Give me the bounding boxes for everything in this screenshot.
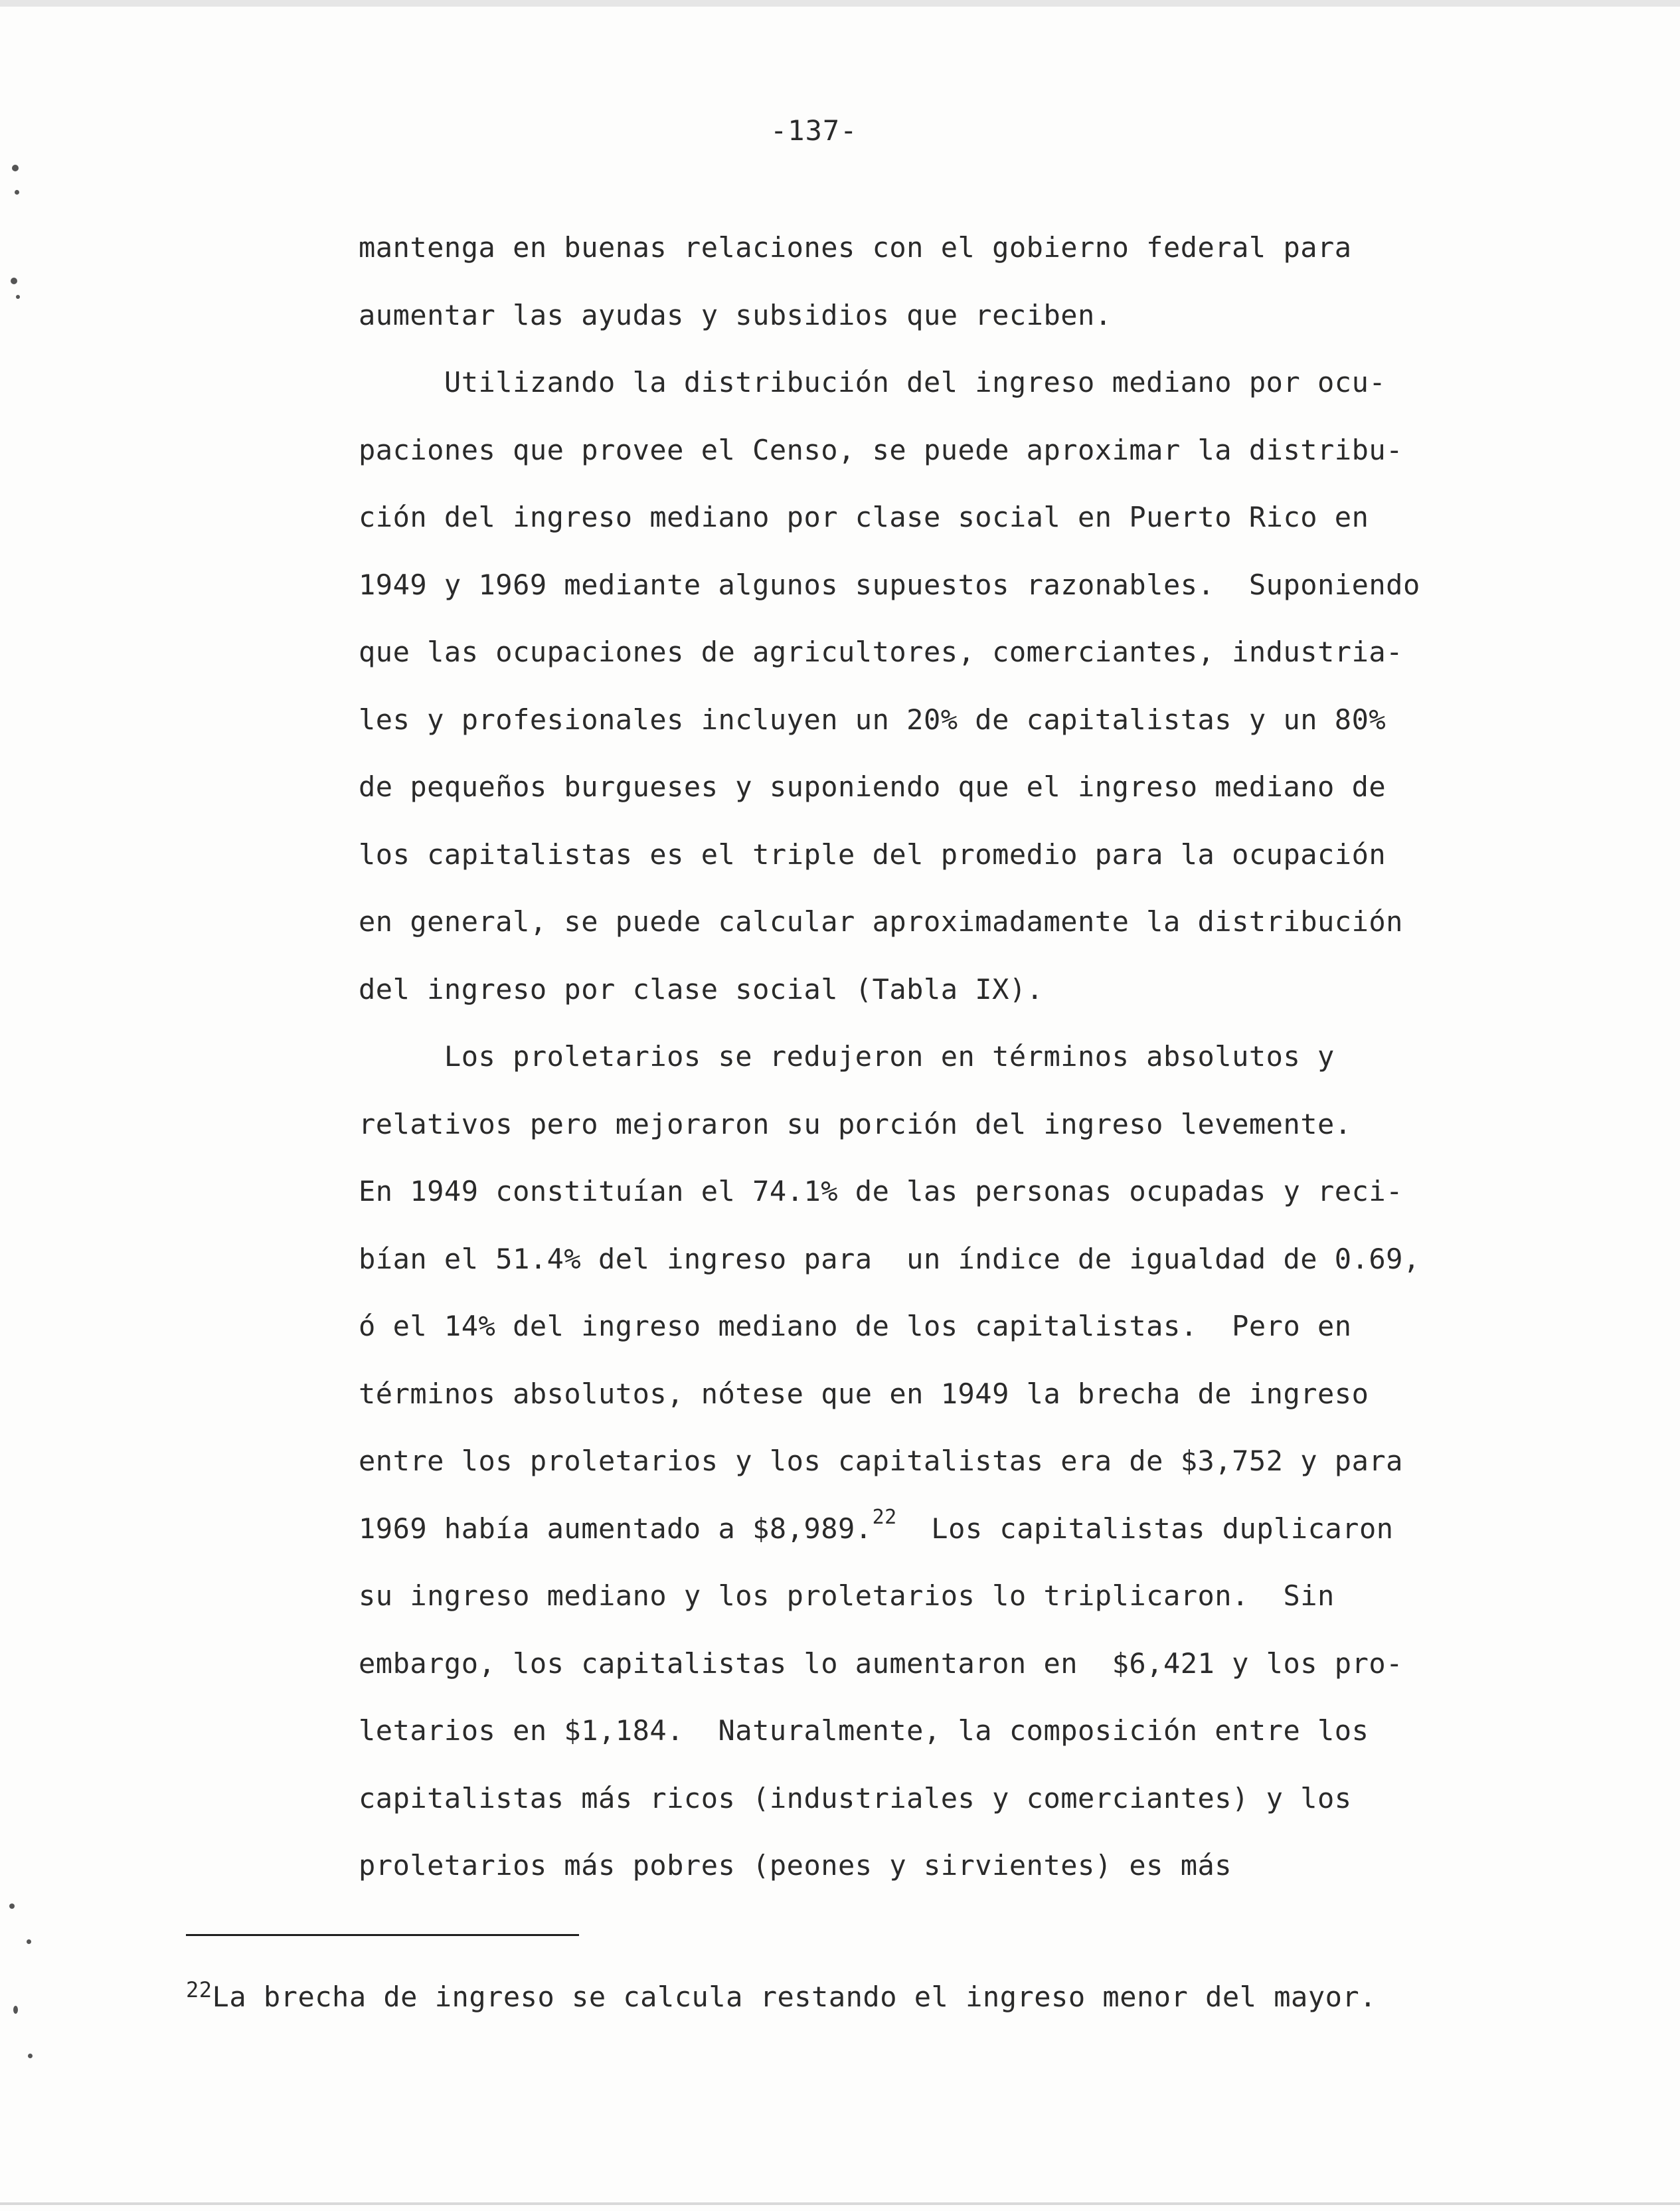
text-line: los capitalistas es el triple del promedio para la ocupación	[359, 838, 1386, 871]
text-line: proletarios más pobres (peones y sirvientes) es más	[359, 1849, 1232, 1882]
scan-speck	[9, 1903, 15, 1909]
text-line: Utilizando la distribución del ingreso mediano por ocu-	[359, 366, 1386, 398]
scan-bottom-edge	[0, 2202, 1680, 2205]
text-segment: Los capitalistas duplicaron	[896, 1512, 1394, 1545]
text-line: paciones que provee el Censo, se puede aproximar la distribu-	[359, 433, 1403, 466]
text-line: relativos pero mejoraron su porción del ingreso levemente.	[359, 1107, 1352, 1140]
text-line: embargo, los capitalistas lo aumentaron en $6,421 y los pro-	[359, 1646, 1403, 1680]
scan-speck	[13, 2006, 18, 2014]
scan-speck	[15, 190, 19, 195]
scan-speck	[12, 165, 19, 171]
scan-speck	[16, 295, 20, 299]
text-line: de pequeños burgueses y suponiendo que el ingreso mediano de	[359, 770, 1386, 803]
scan-top-edge	[0, 0, 1680, 7]
text-line: términos absolutos, nótese que en 1949 la brecha de ingreso	[359, 1377, 1369, 1410]
text-line-with-footnote	[359, 1495, 1514, 1563]
text-line: letarios en $1,184. Naturalmente, la composición entre los	[359, 1714, 1369, 1747]
text-line: en general, se puede calcular aproximadamente la distribución	[359, 905, 1403, 938]
footnote-number: 22	[186, 1977, 212, 2002]
scan-speck	[28, 2054, 33, 2058]
footnote-text: La brecha de ingreso se calcula restando el ingreso menor del mayor.	[212, 1981, 1377, 2013]
text-line: ó el 14% del ingreso mediano de los capitalistas. Pero en	[359, 1310, 1352, 1342]
footnote-divider	[186, 1934, 579, 1936]
text-line: entre los proletarios y los capitalistas era de $3,752 y para	[359, 1445, 1403, 1477]
scan-speck	[11, 278, 17, 284]
text-line: del ingreso por clase social (Tabla IX).	[359, 972, 1044, 1006]
text-line: Los proletarios se redujeron en términos absolutos y	[359, 1040, 1335, 1073]
text-line: que las ocupaciones de agricultores, comerciantes, industria-	[359, 636, 1403, 668]
text-line: bían el 51.4% del ingreso para un índice de igualdad de 0.69,	[359, 1242, 1420, 1275]
text-line: mantenga en buenas relaciones con el gobierno federal para	[359, 231, 1352, 264]
text-line: aumentar las ayudas y subsidios que reciben.	[359, 298, 1112, 331]
text-line: su ingreso mediano y los proletarios lo triplicaron. Sin	[359, 1579, 1335, 1612]
text-line: capitalistas más ricos (industriales y comerciantes) y los	[359, 1781, 1352, 1814]
page-number: -137-	[770, 114, 858, 147]
text-line: 1949 y 1969 mediante algunos supuestos razonables. Suponiendo	[359, 568, 1420, 601]
body-text	[359, 214, 1514, 1900]
text-line: En 1949 constituían el 74.1% de las personas ocupadas y reci-	[359, 1175, 1403, 1207]
footnote	[186, 1977, 1514, 2013]
text-line: ción del ingreso mediano por clase social en Puerto Rico en	[359, 501, 1369, 533]
text-segment: 1969 había aumentado a $8,989.	[359, 1512, 873, 1545]
footnote-reference: 22	[872, 1505, 897, 1529]
text-line: les y profesionales incluyen un 20% de capitalistas y un 80%	[359, 703, 1386, 736]
scan-speck	[27, 1939, 31, 1944]
